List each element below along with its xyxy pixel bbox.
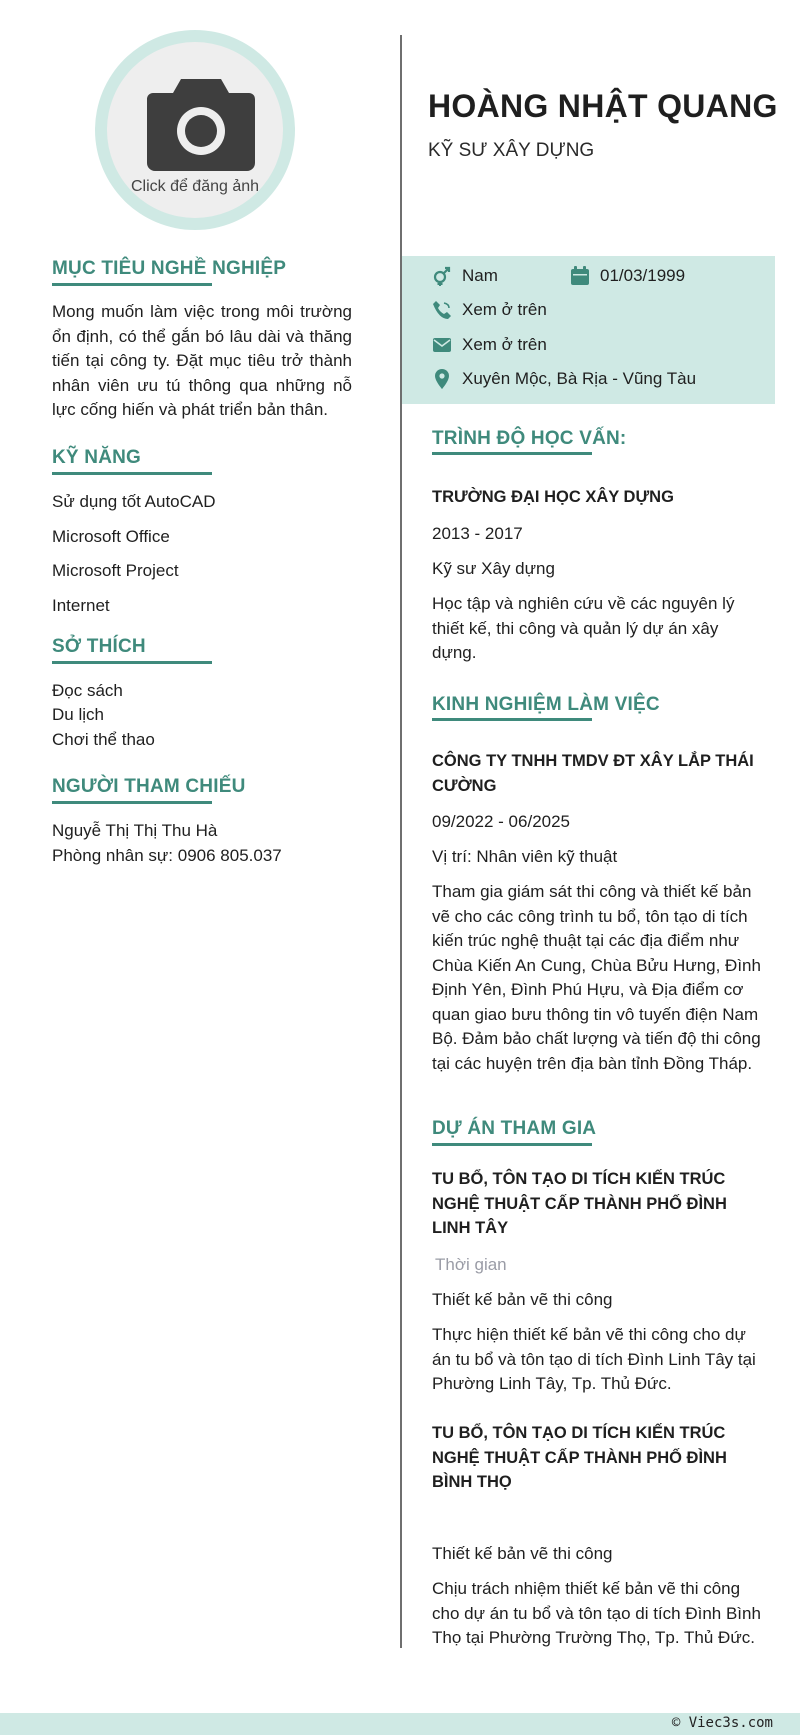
phone-icon bbox=[432, 300, 452, 320]
objective-text: Mong muốn làm việc trong môi trường ổn định, có thể gắn bó lâu dài và thăng tiến tại công ty. Đặt mục tiêu trở thành nhân viên ưu tú thông qua những nỗ lực cống hiến và phát triển bản thân. bbox=[52, 302, 352, 419]
reference-detail: Phòng nhân sự: 0906 805.037 bbox=[52, 846, 282, 865]
hobby-item: Chơi thể thao bbox=[52, 730, 155, 749]
experience-underline bbox=[432, 718, 592, 721]
email-icon bbox=[432, 335, 452, 355]
education-school: TRƯỜNG ĐẠI HỌC XÂY DỰNG bbox=[432, 488, 674, 506]
birthdate-row bbox=[570, 266, 685, 286]
skills-title: KỸ NĂNG bbox=[52, 447, 142, 468]
location-pin-icon bbox=[432, 369, 452, 389]
references-underline bbox=[52, 801, 212, 804]
project-description: Thực hiện thiết kế bản vẽ thi công cho dự án tu bổ và tôn tạo di tích Đình Linh Tây tại Phường Linh Tây, Tp. Thủ Đức. bbox=[432, 1325, 756, 1393]
project-role: Thiết kế bản vẽ thi công bbox=[432, 1544, 613, 1563]
projects-underline bbox=[432, 1143, 592, 1146]
experience-company: CÔNG TY TNHH TMDV ĐT XÂY LẮP THÁI CƯỜNG bbox=[432, 752, 754, 795]
avatar-caption: Click để đăng ảnh bbox=[130, 178, 260, 195]
hobbies-title: SỞ THÍCH bbox=[52, 636, 146, 657]
project-time: Thời gian bbox=[435, 1255, 507, 1274]
skill-item: Microsoft Office bbox=[52, 527, 170, 546]
project-name: TU BỔ, TÔN TẠO DI TÍCH KIẾN TRÚC NGHỆ THUẬT CẤP THÀNH PHỐ ĐÌNH LINH TÂY bbox=[432, 1170, 727, 1237]
email-value: Xem ở trên bbox=[462, 335, 547, 354]
birthdate-value: 01/03/1999 bbox=[600, 266, 686, 285]
reference-name: Nguyễ Thị Thị Thu Hà bbox=[52, 821, 218, 840]
education-period: 2013 - 2017 bbox=[432, 524, 523, 543]
education-title: TRÌNH ĐỘ HỌC VẤN: bbox=[432, 428, 627, 449]
camera-icon bbox=[147, 77, 255, 173]
skill-item: Microsoft Project bbox=[52, 561, 179, 580]
gender-row bbox=[432, 266, 498, 286]
calendar-icon bbox=[570, 266, 590, 286]
gender-icon bbox=[432, 266, 452, 286]
hobby-item: Đọc sách bbox=[52, 681, 123, 700]
skill-item: Internet bbox=[52, 596, 110, 615]
project-name: TU BỔ, TÔN TẠO DI TÍCH KIẾN TRÚC NGHỆ THUẬT CẤP THÀNH PHỐ ĐÌNH BÌNH THỌ bbox=[432, 1424, 727, 1491]
job-title: KỸ SƯ XÂY DỰNG bbox=[428, 140, 595, 161]
objective-title: MỤC TIÊU NGHỀ NGHIỆP bbox=[52, 258, 287, 279]
references-title: NGƯỜI THAM CHIẾU bbox=[52, 776, 246, 797]
skills-underline bbox=[52, 472, 212, 475]
skill-item: Sử dụng tốt AutoCAD bbox=[52, 492, 216, 511]
project-description: Chịu trách nhiệm thiết kế bản vẽ thi công cho dự án tu bổ và tôn tạo di tích Đình Bình Thọ tại Phường Trường Thọ, Tp. Thủ Đức. bbox=[432, 1579, 761, 1647]
footer-brand: © Viec3s.com bbox=[671, 1715, 773, 1731]
footer-band bbox=[0, 1713, 800, 1735]
candidate-name: HOÀNG NHẬT QUANG bbox=[428, 88, 778, 124]
phone-value: Xem ở trên bbox=[462, 300, 547, 319]
hobby-item: Du lịch bbox=[52, 705, 104, 724]
projects-title: DỰ ÁN THAM GIA bbox=[432, 1118, 597, 1139]
phone-row bbox=[432, 300, 547, 320]
education-description: Học tập và nghiên cứu về các nguyên lý thiết kế, thi công và quản lý dự án xây dựng. bbox=[432, 594, 735, 662]
objective-underline bbox=[52, 283, 212, 286]
experience-period: 09/2022 - 06/2025 bbox=[432, 812, 571, 831]
education-degree: Kỹ sư Xây dựng bbox=[432, 559, 555, 578]
experience-title: KINH NGHIỆM LÀM VIỆC bbox=[432, 694, 660, 715]
experience-description: Tham gia giám sát thi công và thiết kế bản vẽ cho các công trình tu bổ, tôn tạo di tích kiến trúc nghệ thuật tại các địa điểm như Chùa Kiến An Cung, Chùa Bửu Hưng, Đình Định Yên, Đình Phú Hựu, và Địa điểm cơ quan giao bưu thông tin vô tuyến điện Nam Bộ. Đảm bảo chất lượng và tiến độ thi công tại các huyện trên địa bàn tỉnh Đồng Tháp. bbox=[432, 882, 761, 1073]
avatar-upload[interactable] bbox=[95, 30, 295, 230]
email-row bbox=[432, 335, 547, 355]
address-row bbox=[432, 369, 696, 389]
education-underline bbox=[432, 452, 592, 455]
project-role: Thiết kế bản vẽ thi công bbox=[432, 1290, 613, 1309]
address-value: Xuyên Mộc, Bà Rịa - Vũng Tàu bbox=[462, 369, 697, 388]
gender-value: Nam bbox=[462, 266, 498, 285]
hobbies-underline bbox=[52, 661, 212, 664]
avatar-placeholder bbox=[107, 42, 283, 218]
experience-position: Vị trí: Nhân viên kỹ thuật bbox=[432, 847, 618, 866]
